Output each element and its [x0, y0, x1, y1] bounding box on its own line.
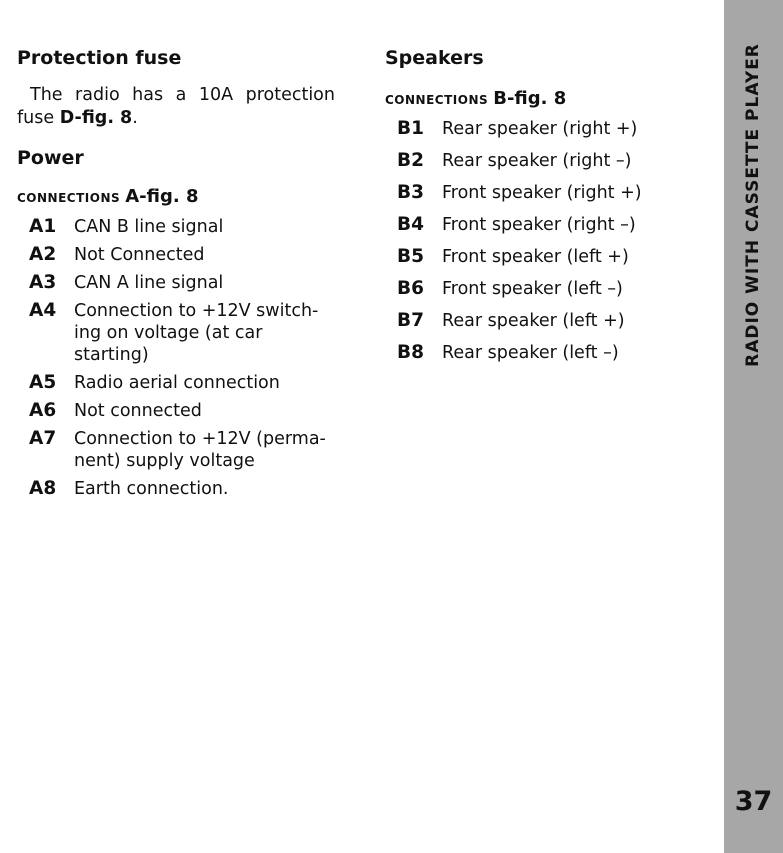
section-tab: [724, 0, 783, 853]
list-item: [385, 214, 705, 236]
pin-description: Not Connected: [74, 245, 205, 265]
fuse-paragraph: [17, 84, 335, 130]
list-item: [17, 216, 335, 238]
list-item: [17, 244, 335, 266]
list-item: [17, 428, 335, 472]
pin-code: B1: [397, 118, 424, 139]
fuse-text: The radio has a 10A protection fuse: [17, 85, 335, 128]
speakers-heading: Speakers: [385, 47, 484, 69]
speakers-connections-heading: [385, 86, 705, 112]
pin-description: Front speaker (right +): [442, 183, 642, 203]
list-item: [385, 278, 705, 300]
list-item: [17, 272, 335, 294]
pin-description: Front speaker (left +): [442, 247, 629, 267]
pin-description: Connection to +12V (perma-nent) supply voltage: [74, 429, 326, 471]
list-item: [17, 400, 335, 422]
pin-code: B8: [397, 342, 424, 363]
pin-code: A5: [29, 372, 57, 393]
list-item: [385, 118, 705, 140]
pin-description: Connection to +12V switch-ing on voltage (at car starting): [74, 301, 319, 365]
connections-label: connections: [385, 89, 489, 109]
pin-description: CAN A line signal: [74, 273, 224, 293]
pin-code: B7: [397, 310, 424, 331]
pin-description: CAN B line signal: [74, 217, 224, 237]
pin-code: A4: [29, 300, 57, 321]
list-item: [17, 478, 335, 500]
page-number: 37: [734, 786, 773, 817]
fuse-figure-ref: D-fig. 8: [59, 108, 133, 128]
pin-code: A6: [29, 400, 57, 421]
pin-description: Rear speaker (right +): [442, 119, 638, 139]
list-item: [385, 150, 705, 172]
section-title: RADIO WITH CASSETTE PLAYER: [743, 43, 763, 367]
pin-description: Not connected: [74, 401, 202, 421]
pin-code: B6: [397, 278, 424, 299]
pin-code: A8: [29, 478, 57, 499]
power-connection-list: [17, 216, 335, 500]
list-item: [385, 182, 705, 204]
power-connections-heading: [17, 184, 335, 210]
pin-code: A2: [29, 244, 57, 265]
pin-description: Rear speaker (left –): [442, 343, 619, 363]
pin-code: B2: [397, 150, 424, 171]
pin-description: Rear speaker (left +): [442, 311, 625, 331]
speaker-connection-list: [385, 118, 705, 364]
pin-description: Radio aerial connection: [74, 373, 280, 393]
pin-description: Front speaker (right –): [442, 215, 636, 235]
power-figure-ref: A-fig. 8: [125, 186, 199, 207]
pin-code: A1: [29, 216, 57, 237]
connections-label: connections: [17, 187, 121, 207]
pin-code: B3: [397, 182, 424, 203]
right-column: [385, 44, 705, 374]
speakers-figure-ref: B-fig. 8: [493, 88, 567, 109]
list-item: [385, 342, 705, 364]
pin-description: Earth connection.: [74, 479, 229, 499]
pin-code: A7: [29, 428, 57, 449]
pin-code: A3: [29, 272, 57, 293]
pin-code: B4: [397, 214, 424, 235]
pin-code: B5: [397, 246, 424, 267]
pin-description: Front speaker (left –): [442, 279, 623, 299]
fuse-heading: Protection fuse: [17, 47, 182, 69]
left-column: [17, 44, 335, 506]
pin-description: Rear speaker (right –): [442, 151, 632, 171]
list-item: [17, 300, 335, 366]
list-item: [385, 246, 705, 268]
power-heading: Power: [17, 147, 84, 169]
fuse-text-end: .: [132, 108, 138, 128]
list-item: [17, 372, 335, 394]
list-item: [385, 310, 705, 332]
